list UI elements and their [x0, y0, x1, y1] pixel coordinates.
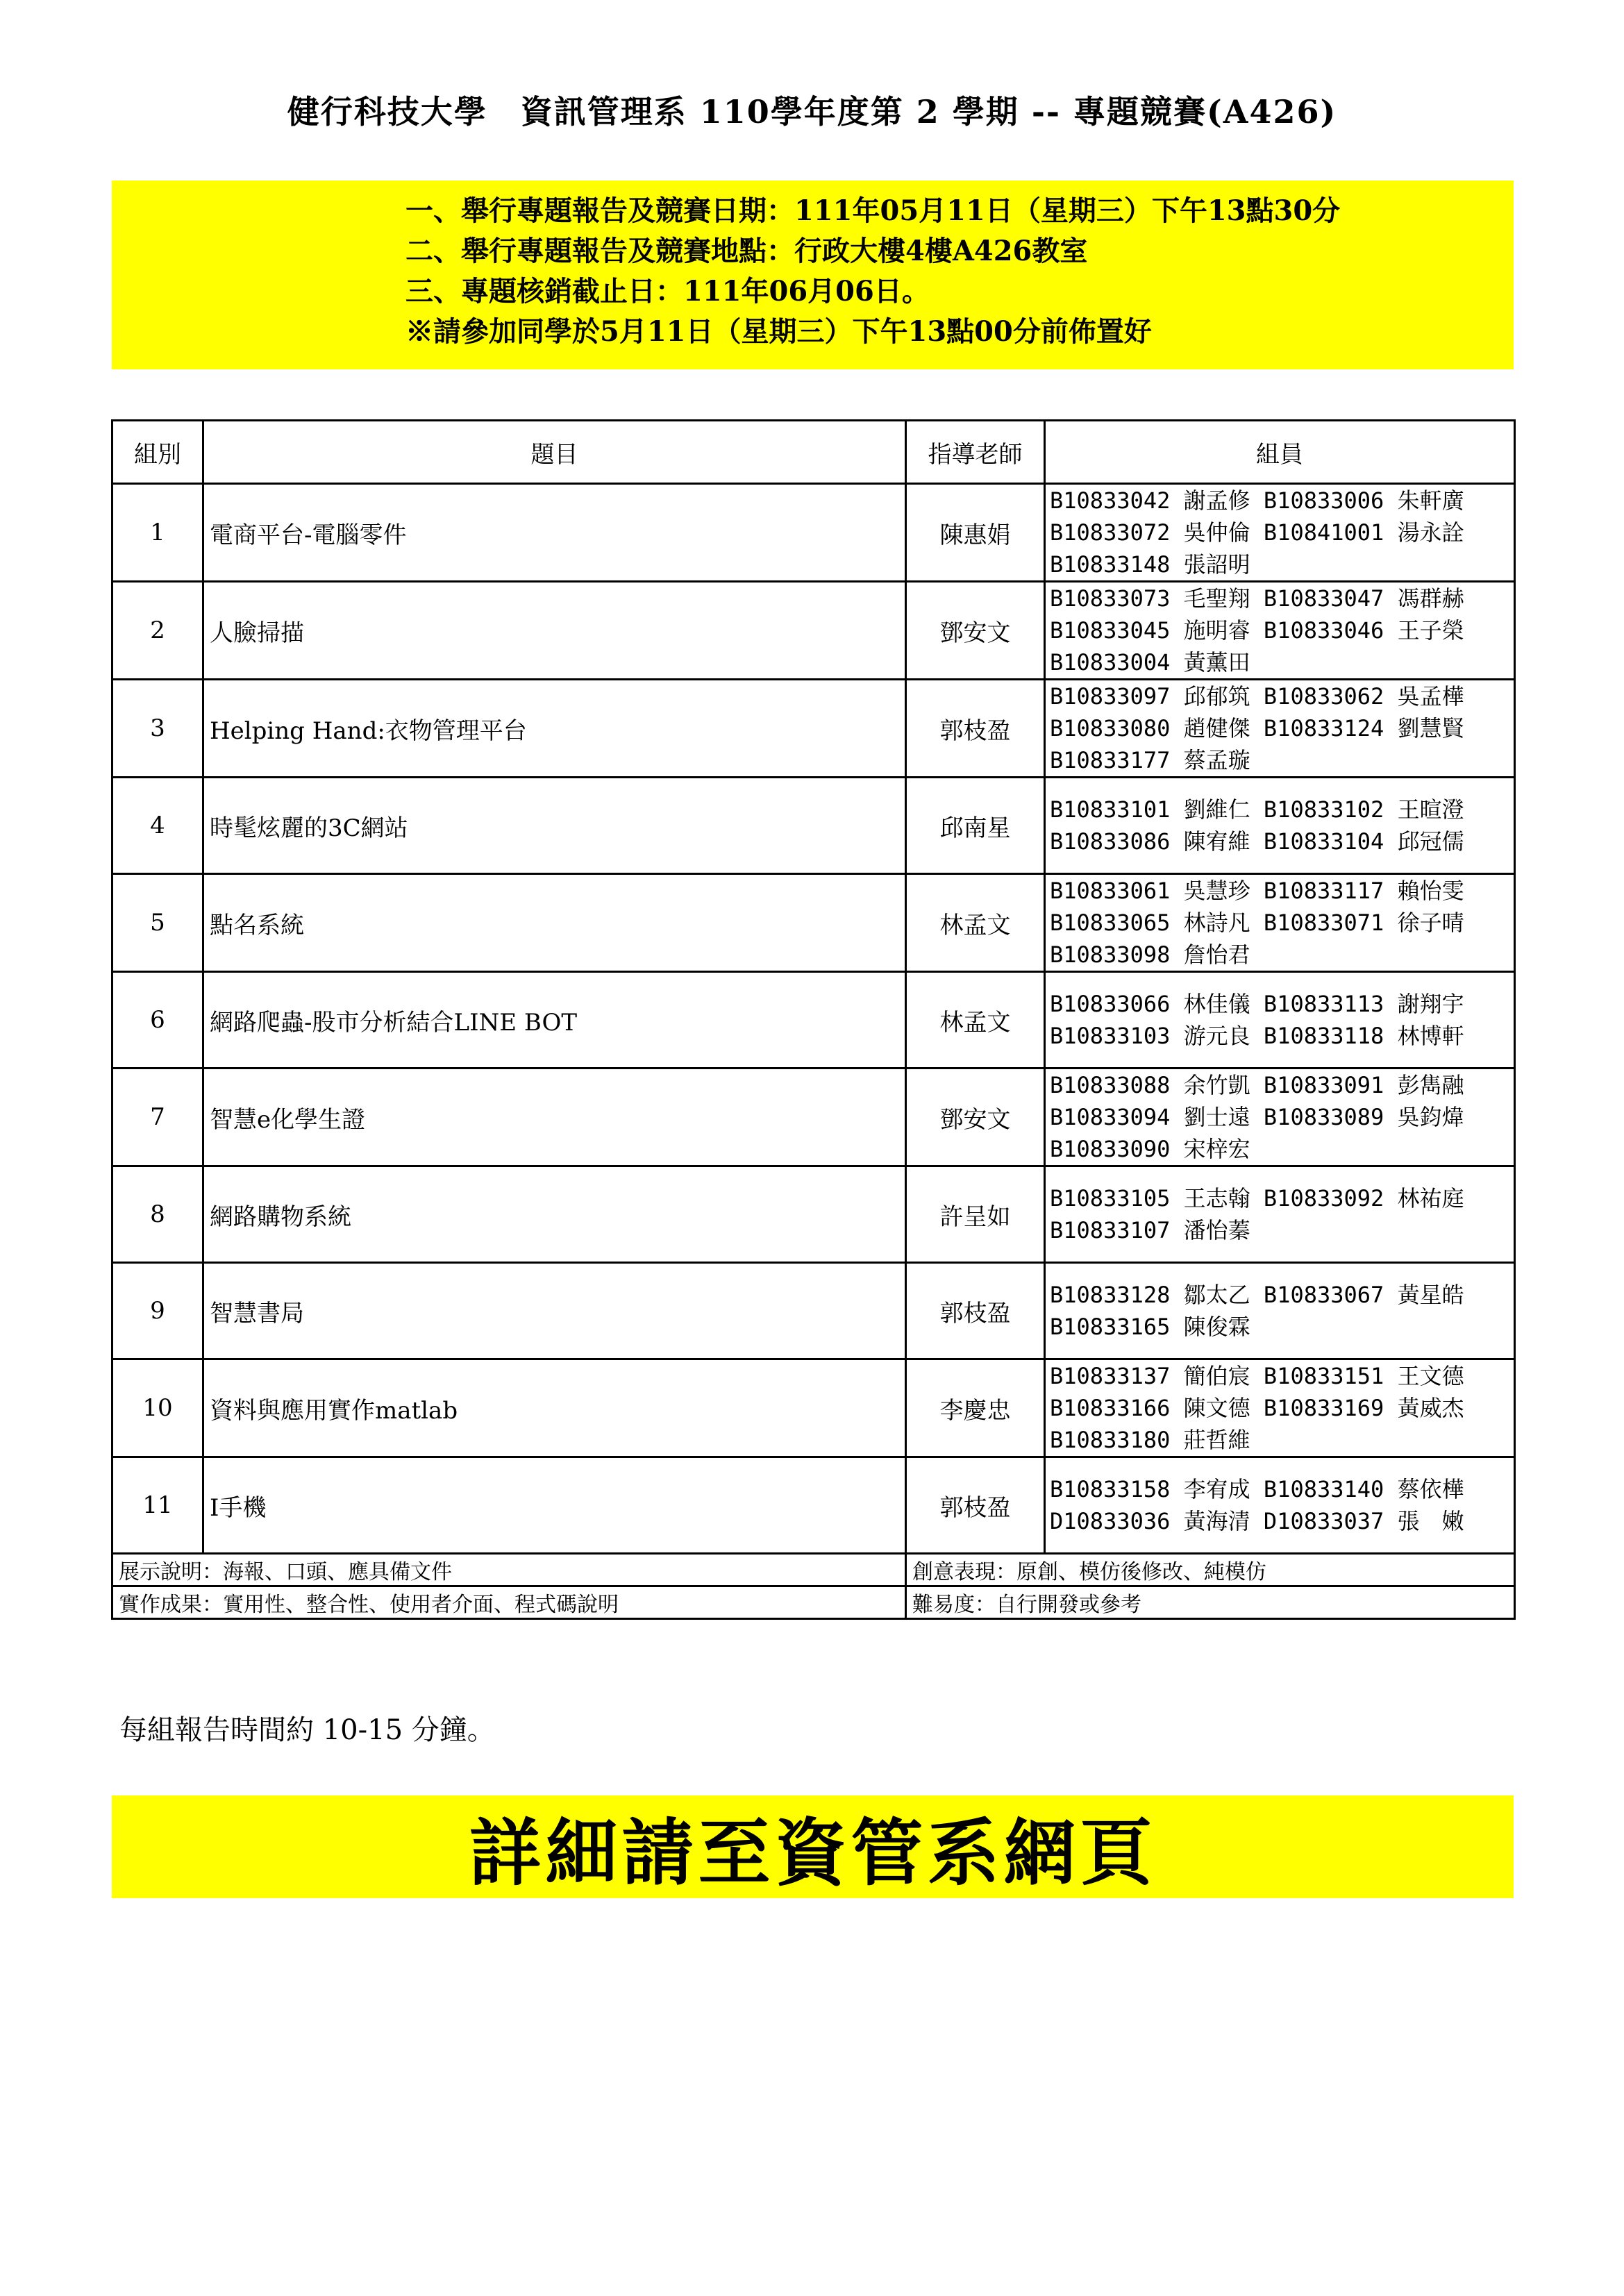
- advisor-cell: 林孟文: [906, 972, 1045, 1069]
- topic-cell: Helping Hand:衣物管理平台: [203, 680, 906, 778]
- table-row: [112, 1263, 1515, 1359]
- topic-cell: 點名系統: [203, 874, 906, 972]
- table-header-row: [112, 421, 1515, 484]
- members-cell: B10833097 邱郁筑 B10833062 吳孟樺 B10833080 趙健傑 B10833124 劉慧賢 B10833177 蔡孟璇: [1045, 680, 1515, 778]
- notice-location: 二、舉行專題報告及競賽地點：行政大樓4樓A426教室: [405, 235, 1088, 267]
- members-cell: B10833042 謝孟修 B10833006 朱軒廣 B10833072 吳仲倫 B10841001 湯永詮 B10833148 張詔明: [1045, 484, 1515, 582]
- topic-cell: 資料與應用實作matlab: [203, 1359, 906, 1457]
- table-row: [112, 972, 1515, 1069]
- notice-setup: ※請參加同學於5月11日（星期三）下午13點00分前佈置好: [405, 315, 1152, 348]
- criteria-creativity: 創意表現：原創、模仿後修改、純模仿: [906, 1554, 1515, 1586]
- groups-table: [111, 419, 1516, 1620]
- table-row: [112, 874, 1515, 972]
- table-row: [112, 1359, 1515, 1457]
- advisor-cell: 郭枝盈: [906, 1263, 1045, 1359]
- header-topic: 題目: [203, 421, 906, 484]
- topic-cell: 智慧e化學生證: [203, 1069, 906, 1166]
- page-title: 健行科技大學 資訊管理系 110學年度第 2 學期 -- 專題競賽(A426): [287, 93, 1337, 131]
- criteria-difficulty: 難易度：自行開發或參考: [906, 1586, 1515, 1619]
- topic-cell: 網路爬蟲-股市分析結合LINE BOT: [203, 972, 906, 1069]
- members-cell: B10833088 余竹凱 B10833091 彭雋融 B10833094 劉士遠 B10833089 吳鈞煒 B10833090 宋梓宏: [1045, 1069, 1515, 1166]
- advisor-cell: 鄧安文: [906, 1069, 1045, 1166]
- members-cell: B10833158 李宥成 B10833140 蔡依樺 D10833036 黃海清 D10833037 張 嫩: [1045, 1457, 1515, 1554]
- table-row: [112, 1166, 1515, 1263]
- group-no-cell: 6: [112, 972, 203, 1069]
- table-row: [112, 778, 1515, 874]
- header-members: 組員: [1045, 421, 1515, 484]
- header-group-no: 組別: [112, 421, 203, 484]
- members-cell: B10833066 林佳儀 B10833113 謝翔宇 B10833103 游元良 B10833118 林博軒: [1045, 972, 1515, 1069]
- topic-cell: I手機: [203, 1457, 906, 1554]
- topic-cell: 人臉掃描: [203, 582, 906, 680]
- group-no-cell: 8: [112, 1166, 203, 1263]
- topic-cell: 電商平台-電腦零件: [203, 484, 906, 582]
- table-row: [112, 1457, 1515, 1554]
- criteria-row-1: [112, 1554, 1515, 1586]
- group-no-cell: 3: [112, 680, 203, 778]
- advisor-cell: 鄧安文: [906, 582, 1045, 680]
- table-row: [112, 1069, 1515, 1166]
- header-advisor: 指導老師: [906, 421, 1045, 484]
- notice-box: [112, 181, 1514, 369]
- advisor-cell: 林孟文: [906, 874, 1045, 972]
- advisor-cell: 郭枝盈: [906, 680, 1045, 778]
- advisor-cell: 陳惠娟: [906, 484, 1045, 582]
- group-no-cell: 10: [112, 1359, 203, 1457]
- table-row: [112, 680, 1515, 778]
- advisor-cell: 邱南星: [906, 778, 1045, 874]
- members-cell: B10833101 劉維仁 B10833102 王暄澄 B10833086 陳宥維 B10833104 邱冠儒: [1045, 778, 1515, 874]
- group-no-cell: 2: [112, 582, 203, 680]
- group-no-cell: 1: [112, 484, 203, 582]
- group-no-cell: 5: [112, 874, 203, 972]
- members-cell: B10833061 吳慧珍 B10833117 賴怡雯 B10833065 林詩凡 B10833071 徐子晴 B10833098 詹怡君: [1045, 874, 1515, 972]
- advisor-cell: 郭枝盈: [906, 1457, 1045, 1554]
- group-no-cell: 4: [112, 778, 203, 874]
- advisor-cell: 李慶忠: [906, 1359, 1045, 1457]
- table-row: [112, 582, 1515, 680]
- criteria-presentation: 展示說明：海報、口頭、應具備文件: [112, 1554, 906, 1586]
- topic-cell: 網路購物系統: [203, 1166, 906, 1263]
- members-cell: B10833073 毛聖翔 B10833047 馮群赫 B10833045 施明睿 B10833046 王子榮 B10833004 黃薰田: [1045, 582, 1515, 680]
- advisor-cell: 許呈如: [906, 1166, 1045, 1263]
- topic-cell: 時髦炫麗的3C網站: [203, 778, 906, 874]
- criteria-row-2: [112, 1586, 1515, 1619]
- members-cell: B10833137 簡伯宸 B10833151 王文德 B10833166 陳文德 B10833169 黃威杰 B10833180 莊哲維: [1045, 1359, 1515, 1457]
- topic-cell: 智慧書局: [203, 1263, 906, 1359]
- group-no-cell: 11: [112, 1457, 203, 1554]
- table-row: [112, 484, 1515, 582]
- notice-date: 一、舉行專題報告及競賽日期：111年05月11日（星期三）下午13點30分: [405, 194, 1341, 227]
- group-no-cell: 9: [112, 1263, 203, 1359]
- members-cell: B10833128 鄒太乙 B10833067 黃星皓 B10833165 陳俊霖: [1045, 1263, 1515, 1359]
- website-banner: [112, 1795, 1514, 1898]
- time-note: 每組報告時間約 10-15 分鐘。: [119, 1714, 495, 1746]
- banner-text: 詳細請至資管系網頁: [469, 1810, 1157, 1895]
- members-cell: B10833105 王志翰 B10833092 林祐庭 B10833107 潘怡蓁: [1045, 1166, 1515, 1263]
- group-no-cell: 7: [112, 1069, 203, 1166]
- criteria-implementation: 實作成果：實用性、整合性、使用者介面、程式碼說明: [112, 1586, 906, 1619]
- notice-deadline: 三、專題核銷截止日：111年06月06日。: [405, 275, 930, 308]
